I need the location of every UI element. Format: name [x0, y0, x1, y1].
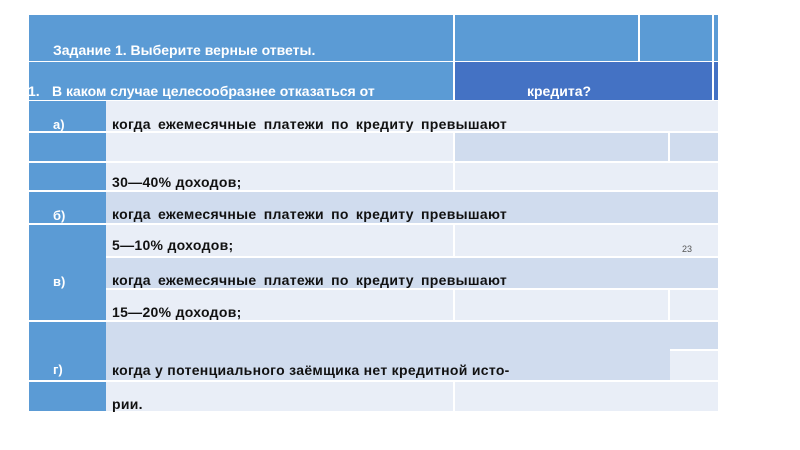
option-g-line1: когда у потенциального заёмщика нет кредитной исто- — [112, 362, 510, 378]
label-cell-a3 — [29, 163, 106, 190]
row-a-blank-right — [670, 133, 718, 161]
option-v-line2: 15—20% доходов; — [112, 304, 242, 320]
row-g-line2-mid — [455, 382, 718, 411]
option-label-b: б) — [53, 208, 66, 223]
row-a-line2-mid — [455, 163, 718, 190]
option-label-g: г) — [53, 362, 63, 377]
question-number: 1. — [28, 83, 40, 99]
row-b-right — [670, 192, 718, 223]
row-a-blank-cell — [106, 133, 453, 161]
question-text-part1: В каком случае целесообразнее отказаться от — [52, 83, 375, 99]
label-cell-b — [29, 192, 106, 223]
task-title: Задание 1. Выберите верные ответы. — [53, 42, 316, 58]
row-g-right-mid — [670, 351, 718, 380]
option-g-line2: рии. — [112, 396, 143, 412]
row-b-line2-mid — [455, 225, 718, 256]
label-cell-a — [29, 101, 106, 131]
row-g-right-top — [670, 322, 718, 349]
option-v-line1: когда ежемесячные платежи по кредиту превышают — [112, 272, 508, 288]
row-v-right — [670, 258, 718, 288]
option-b-line2: 5—10% доходов; — [112, 237, 234, 253]
header-empty-cell-2 — [640, 15, 712, 61]
row-g-line2-cell — [106, 382, 453, 411]
label-cell-a2 — [29, 133, 106, 161]
label-cell-g2 — [29, 382, 106, 411]
question-text-part2: кредита? — [527, 83, 592, 99]
question-cell-edge — [714, 62, 718, 100]
option-label-v: в) — [53, 274, 66, 289]
option-a-line1: когда ежемесячные платежи по кредиту превышают — [112, 116, 508, 132]
row-v-line2-right — [670, 290, 718, 320]
header-empty-cell-3 — [714, 15, 718, 61]
header-empty-cell-1 — [455, 15, 638, 61]
option-label-a: а) — [53, 117, 65, 132]
option-b-line1: когда ежемесячные платежи по кредиту превышают — [112, 206, 508, 222]
label-cell-g — [29, 322, 106, 380]
option-a-line2: 30—40% доходов; — [112, 174, 242, 190]
label-cell-v — [29, 225, 106, 320]
row-v-line2-mid — [455, 290, 668, 320]
row-a-blank-mid — [455, 133, 668, 161]
page-number: 23 — [682, 244, 693, 254]
